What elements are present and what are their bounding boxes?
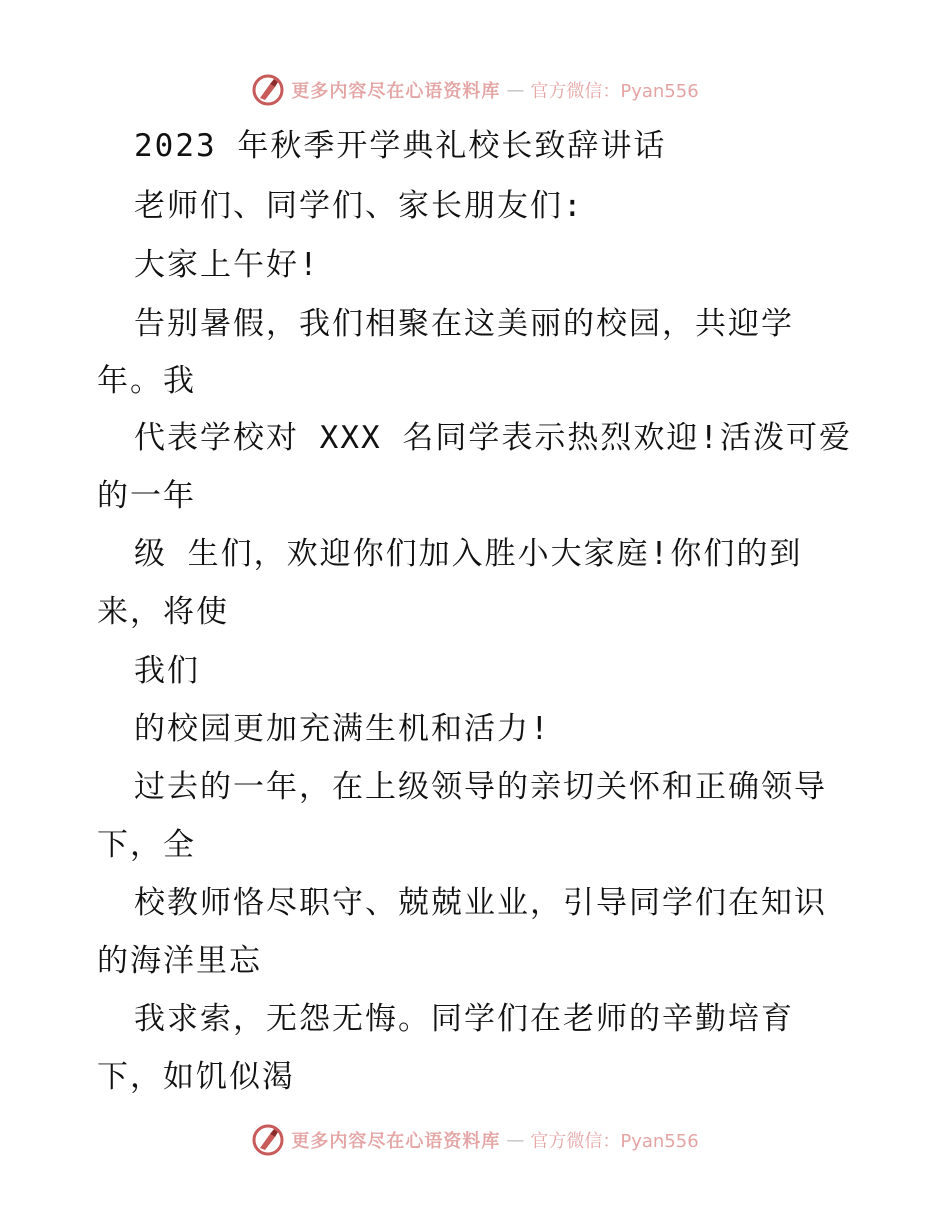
paragraph-line: 级 生们，欢迎你们加入胜小大家庭!你们的到 — [134, 536, 803, 572]
paragraph-line: 我求索，无怨无悔。同学们在老师的辛勤培育 — [134, 1001, 794, 1037]
watermark-text: 更多内容尽在心语资料库 — [291, 81, 501, 102]
paragraph-line: 下，全 — [97, 827, 196, 863]
greeting: 大家上午好! — [134, 247, 320, 283]
paragraph-line: 校教师恪尽职守、兢兢业业，引导同学们在知识 — [134, 885, 827, 921]
paragraph-line: 下，如饥似渴 — [97, 1059, 295, 1095]
salutation: 老师们、同学们、家长朋友们: — [134, 188, 584, 224]
paragraph-line: 告别暑假，我们相聚在这美丽的校园，共迎学 — [134, 306, 794, 342]
paragraph-line: 的校园更加充满生机和活力! — [134, 711, 551, 747]
paragraph-line: 的一年 — [97, 478, 196, 514]
footer-watermark — [0, 1120, 950, 1160]
watermark-wechat: 官方微信：Pyan556 — [530, 81, 699, 102]
watermark-separator: — — [506, 1129, 525, 1151]
document-title: 2023 年秋季开学典礼校长致辞讲话 — [134, 128, 667, 164]
watermark-wechat: 官方微信：Pyan556 — [530, 1131, 699, 1152]
watermark-text: 更多内容尽在心语资料库 — [291, 1131, 501, 1152]
paragraph-line: 我们 — [134, 653, 200, 689]
paragraph-line: 代表学校对 XXX 名同学表示热烈欢迎!活泼可爱 — [134, 420, 852, 456]
paragraph-line: 过去的一年，在上级领导的亲切关怀和正确领导 — [134, 769, 827, 805]
pen-nib-logo-icon — [251, 1123, 285, 1157]
header-watermark — [0, 70, 950, 110]
paragraph-line: 年。我 — [97, 363, 196, 399]
paragraph-line: 来，将使 — [97, 594, 229, 630]
watermark-separator: — — [506, 79, 525, 101]
pen-nib-logo-icon — [251, 73, 285, 107]
paragraph-line: 的海洋里忘 — [97, 943, 262, 979]
